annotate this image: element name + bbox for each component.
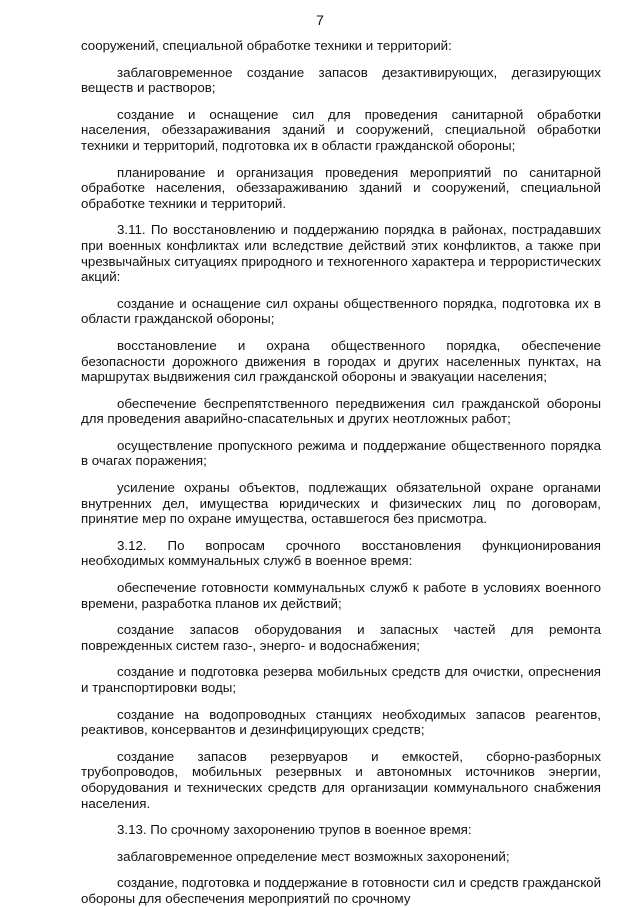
document-body [81, 38, 601, 907]
section-heading-3-13: 3.13. По срочному захоронению трупов в военное время: [117, 822, 472, 838]
paragraph-8: обеспечение беспрепятственного передвижения сил гражданской обороны для проведения аварийно-спасательных и других неотложных работ; [81, 395, 601, 427]
paragraph-1: сооружений, специальной обработке техники и территорий: [81, 38, 452, 53]
paragraph-16: создание запасов резервуаров и емкостей, сборно-разборных трубопроводов, мобильных резервных и автономных источников энергии, оборудования и технических средств для организации коммунального снабжения населения. [81, 748, 601, 811]
section-heading-3-12: 3.12. По вопросам срочного восстановления функционирования необходимых коммунальных служб в военное время: [81, 537, 601, 569]
paragraph-10: усиление охраны объектов, подлежащих обязательной охране органами внутренних дел, имущества юридических и физических лиц по договорам, принятие мер по охране имущества, оставшегося без присмотра. [81, 480, 601, 527]
paragraph-13: создание запасов оборудования и запасных частей для ремонта поврежденных систем газо-, энерго- и водоснабжения; [81, 622, 601, 653]
paragraph-18: заблаговременное определение мест возможных захоронений; [117, 848, 510, 864]
paragraph-3: создание и оснащение сил для проведения санитарной обработки населения, обеззараживания зданий и сооружений, специальной обработки техники и территорий, подготовка их в области гражданской обороны; [81, 106, 601, 153]
paragraph-4: планирование и организация проведения мероприятий по санитарной обработке населения, обеззараживанию зданий и сооружений, специальной обработке техники и территорий. [81, 164, 601, 211]
paragraph-19: создание, подготовка и поддержание в готовности сил и средств гражданской обороны для обеспечения мероприятий по срочному [81, 875, 601, 906]
section-heading-3-11: 3.11. По восстановлению и поддержанию порядка в районах, пострадавших при военных конфликтах или вследствие действий этих конфликтов, а также при чрезвычайных ситуациях природного и техногенного характера и террористических акций: [81, 222, 601, 285]
page-number: 7 [316, 12, 324, 28]
paragraph-7: восстановление и охрана общественного порядка, обеспечение безопасности дорожного движения в городах и других населенных пунктах, на маршрутах выдвижения сил гражданской обороны и эвакуации населения; [81, 337, 601, 385]
paragraph-6: создание и оснащение сил охраны общественного порядка, подготовка их в области гражданской обороны; [81, 295, 601, 327]
paragraph-15: создание на водопроводных станциях необходимых запасов реагентов, реактивов, консервантов и дезинфицирующих средств; [81, 706, 601, 738]
paragraph-2: заблаговременное создание запасов дезактивирующих, дегазирующих веществ и растворов; [81, 64, 601, 96]
paragraph-14: создание и подготовка резерва мобильных средств для очистки, опреснения и транспортировки воды; [81, 664, 601, 695]
paragraph-9: осуществление пропускного режима и поддержание общественного порядка в очагах поражения; [81, 437, 601, 469]
paragraph-12: обеспечение готовности коммунальных служб к работе в условиях военного времени, разработка планов их действий; [81, 580, 601, 611]
